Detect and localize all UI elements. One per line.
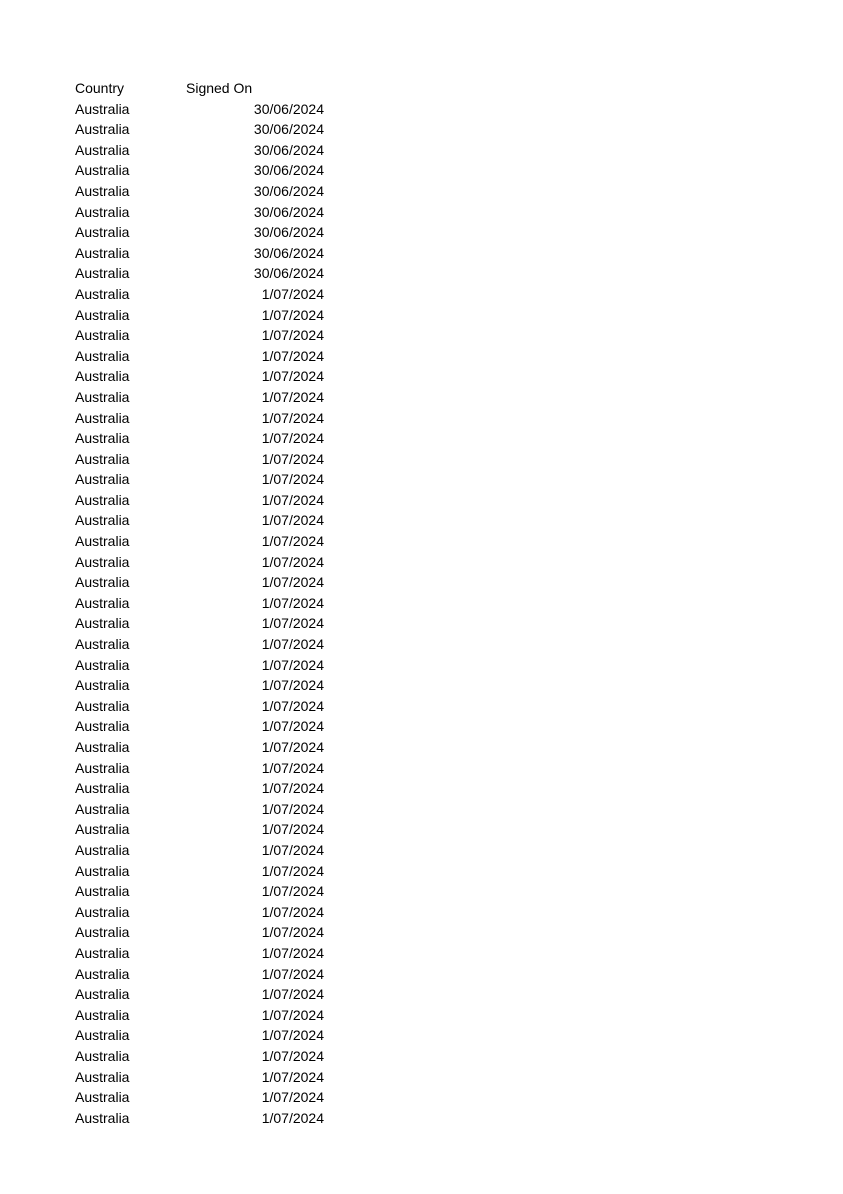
table-row bbox=[75, 613, 335, 634]
cell-signed-on: 30/06/2024 bbox=[253, 265, 324, 282]
table-row bbox=[75, 552, 335, 573]
cell-country: Australia bbox=[75, 100, 130, 117]
table-row bbox=[75, 799, 335, 820]
table-row bbox=[75, 984, 335, 1005]
cell-signed-on: 1/07/2024 bbox=[261, 1109, 324, 1126]
cell-country: Australia bbox=[75, 285, 130, 302]
cell-signed-on: 30/06/2024 bbox=[253, 182, 324, 199]
cell-country: Australia bbox=[75, 368, 130, 385]
cell-country: Australia bbox=[75, 615, 130, 632]
cell-country: Australia bbox=[75, 594, 130, 611]
table-row bbox=[75, 737, 335, 758]
cell-country: Australia bbox=[75, 636, 130, 653]
cell-country: Australia bbox=[75, 265, 130, 282]
cell-signed-on: 1/07/2024 bbox=[261, 306, 324, 323]
table-row bbox=[75, 964, 335, 985]
table-row bbox=[75, 490, 335, 511]
cell-signed-on: 1/07/2024 bbox=[261, 821, 324, 838]
cell-country: Australia bbox=[75, 1068, 130, 1085]
table-row bbox=[75, 181, 335, 202]
table-row bbox=[75, 716, 335, 737]
cell-country: Australia bbox=[75, 327, 130, 344]
cell-country: Australia bbox=[75, 656, 130, 673]
cell-signed-on: 30/06/2024 bbox=[253, 121, 324, 138]
table-row bbox=[75, 943, 335, 964]
spreadsheet-table bbox=[75, 78, 335, 1128]
cell-signed-on: 1/07/2024 bbox=[261, 471, 324, 488]
table-row bbox=[75, 202, 335, 223]
table-row bbox=[75, 922, 335, 943]
table-row bbox=[75, 469, 335, 490]
table-row bbox=[75, 160, 335, 181]
cell-signed-on: 1/07/2024 bbox=[261, 615, 324, 632]
table-row bbox=[75, 861, 335, 882]
cell-country: Australia bbox=[75, 1006, 130, 1023]
cell-country: Australia bbox=[75, 450, 130, 467]
table-row bbox=[75, 449, 335, 470]
table-row bbox=[75, 99, 335, 120]
cell-signed-on: 1/07/2024 bbox=[261, 1068, 324, 1085]
table-row bbox=[75, 675, 335, 696]
table-row bbox=[75, 284, 335, 305]
cell-country: Australia bbox=[75, 203, 130, 220]
cell-signed-on: 1/07/2024 bbox=[261, 553, 324, 570]
cell-signed-on: 1/07/2024 bbox=[261, 965, 324, 982]
cell-country: Australia bbox=[75, 533, 130, 550]
cell-signed-on: 1/07/2024 bbox=[261, 285, 324, 302]
cell-signed-on: 1/07/2024 bbox=[261, 718, 324, 735]
cell-signed-on: 30/06/2024 bbox=[253, 224, 324, 241]
table-row bbox=[75, 758, 335, 779]
cell-country: Australia bbox=[75, 162, 130, 179]
table-row bbox=[75, 881, 335, 902]
cell-signed-on: 1/07/2024 bbox=[261, 388, 324, 405]
cell-signed-on: 1/07/2024 bbox=[261, 780, 324, 797]
cell-signed-on: 30/06/2024 bbox=[253, 141, 324, 158]
cell-country: Australia bbox=[75, 430, 130, 447]
cell-signed-on: 30/06/2024 bbox=[253, 162, 324, 179]
column-header-country: Country bbox=[75, 80, 125, 96]
cell-country: Australia bbox=[75, 986, 130, 1003]
cell-signed-on: 1/07/2024 bbox=[261, 862, 324, 879]
cell-signed-on: 1/07/2024 bbox=[261, 347, 324, 364]
cell-signed-on: 1/07/2024 bbox=[261, 409, 324, 426]
cell-country: Australia bbox=[75, 244, 130, 261]
table-row bbox=[75, 593, 335, 614]
table-row bbox=[75, 1005, 335, 1026]
cell-signed-on: 1/07/2024 bbox=[261, 594, 324, 611]
table-row bbox=[75, 696, 335, 717]
cell-country: Australia bbox=[75, 1027, 130, 1044]
table-row bbox=[75, 1087, 335, 1108]
cell-country: Australia bbox=[75, 121, 130, 138]
cell-country: Australia bbox=[75, 471, 130, 488]
table-row bbox=[75, 366, 335, 387]
cell-signed-on: 1/07/2024 bbox=[261, 1027, 324, 1044]
table-row bbox=[75, 1025, 335, 1046]
table-row bbox=[75, 655, 335, 676]
cell-signed-on: 1/07/2024 bbox=[261, 924, 324, 941]
cell-country: Australia bbox=[75, 759, 130, 776]
cell-signed-on: 1/07/2024 bbox=[261, 636, 324, 653]
table-row bbox=[75, 428, 335, 449]
cell-country: Australia bbox=[75, 574, 130, 591]
cell-signed-on: 1/07/2024 bbox=[261, 903, 324, 920]
cell-country: Australia bbox=[75, 903, 130, 920]
cell-signed-on: 30/06/2024 bbox=[253, 100, 324, 117]
table-body bbox=[75, 99, 335, 1129]
cell-signed-on: 30/06/2024 bbox=[253, 244, 324, 261]
cell-country: Australia bbox=[75, 697, 130, 714]
cell-signed-on: 1/07/2024 bbox=[261, 677, 324, 694]
cell-country: Australia bbox=[75, 841, 130, 858]
table-row bbox=[75, 572, 335, 593]
cell-country: Australia bbox=[75, 965, 130, 982]
cell-country: Australia bbox=[75, 1109, 130, 1126]
table-row bbox=[75, 1108, 335, 1129]
table-row bbox=[75, 222, 335, 243]
cell-country: Australia bbox=[75, 739, 130, 755]
cell-country: Australia bbox=[75, 677, 130, 694]
table-header-row bbox=[75, 78, 335, 99]
cell-signed-on: 1/07/2024 bbox=[261, 1006, 324, 1023]
table-row bbox=[75, 243, 335, 264]
cell-country: Australia bbox=[75, 491, 130, 508]
cell-signed-on: 1/07/2024 bbox=[261, 512, 324, 529]
cell-country: Australia bbox=[75, 512, 130, 529]
cell-country: Australia bbox=[75, 800, 130, 817]
table-row bbox=[75, 840, 335, 861]
cell-signed-on: 1/07/2024 bbox=[261, 450, 324, 467]
cell-signed-on: 1/07/2024 bbox=[261, 759, 324, 776]
cell-signed-on: 1/07/2024 bbox=[261, 986, 324, 1003]
cell-country: Australia bbox=[75, 182, 130, 199]
cell-signed-on: 1/07/2024 bbox=[261, 841, 324, 858]
table-row bbox=[75, 634, 335, 655]
cell-signed-on: 1/07/2024 bbox=[261, 697, 324, 714]
table-row bbox=[75, 305, 335, 326]
table-row bbox=[75, 119, 335, 140]
cell-signed-on: 1/07/2024 bbox=[261, 1047, 324, 1064]
cell-country: Australia bbox=[75, 553, 130, 570]
column-header-signed-on: Signed On bbox=[186, 80, 253, 96]
table-row bbox=[75, 346, 335, 367]
cell-signed-on: 1/07/2024 bbox=[261, 430, 324, 447]
cell-signed-on: 1/07/2024 bbox=[261, 368, 324, 385]
cell-signed-on: 1/07/2024 bbox=[261, 533, 324, 550]
cell-country: Australia bbox=[75, 944, 130, 961]
table-row bbox=[75, 510, 335, 531]
table-row bbox=[75, 325, 335, 346]
cell-signed-on: 1/07/2024 bbox=[261, 1089, 324, 1106]
cell-country: Australia bbox=[75, 388, 130, 405]
cell-country: Australia bbox=[75, 224, 130, 241]
cell-signed-on: 1/07/2024 bbox=[261, 656, 324, 673]
table-row bbox=[75, 819, 335, 840]
cell-country: Australia bbox=[75, 409, 130, 426]
cell-country: Australia bbox=[75, 141, 130, 158]
table-row bbox=[75, 778, 335, 799]
cell-signed-on: 1/07/2024 bbox=[261, 883, 324, 900]
cell-signed-on: 1/07/2024 bbox=[261, 327, 324, 344]
cell-signed-on: 1/07/2024 bbox=[261, 800, 324, 817]
cell-country: Australia bbox=[75, 1047, 130, 1064]
table-row bbox=[75, 263, 335, 284]
cell-country: Australia bbox=[75, 862, 130, 879]
cell-signed-on: 30/06/2024 bbox=[253, 203, 324, 220]
cell-country: Australia bbox=[75, 883, 130, 900]
cell-country: Australia bbox=[75, 1089, 130, 1106]
cell-country: Australia bbox=[75, 821, 130, 838]
table-row bbox=[75, 531, 335, 552]
cell-signed-on: 1/07/2024 bbox=[261, 574, 324, 591]
cell-signed-on: 1/07/2024 bbox=[261, 944, 324, 961]
cell-country: Australia bbox=[75, 347, 130, 364]
cell-signed-on: 1/07/2024 bbox=[261, 739, 324, 755]
cell-signed-on: 1/07/2024 bbox=[261, 491, 324, 508]
table-row bbox=[75, 902, 335, 923]
cell-country: Australia bbox=[75, 306, 130, 323]
cell-country: Australia bbox=[75, 718, 130, 735]
table-row bbox=[75, 1067, 335, 1088]
table-row bbox=[75, 1046, 335, 1067]
table-row bbox=[75, 387, 335, 408]
cell-country: Australia bbox=[75, 780, 130, 797]
table-row bbox=[75, 408, 335, 429]
table-row bbox=[75, 140, 335, 161]
cell-country: Australia bbox=[75, 924, 130, 941]
